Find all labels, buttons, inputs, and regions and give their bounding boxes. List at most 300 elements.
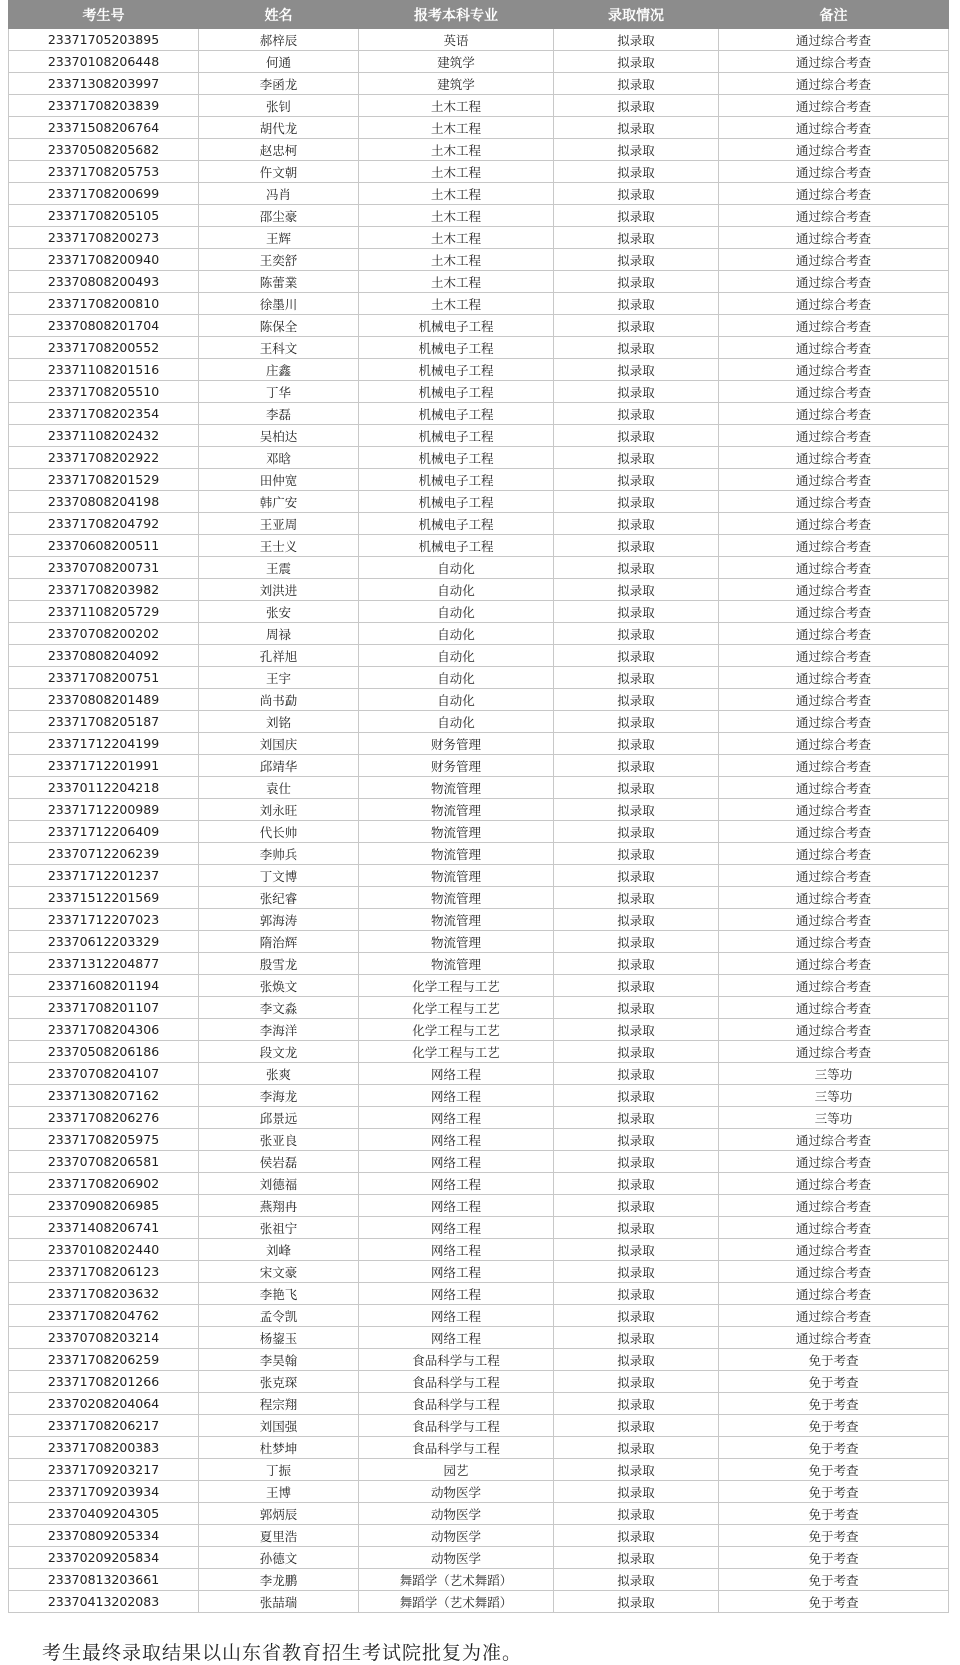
cell-remark: 三等功 (719, 1107, 949, 1129)
table-row (9, 1261, 949, 1283)
cell-exam-id: 23371708206276 (9, 1107, 199, 1129)
table-row (9, 271, 949, 293)
cell-exam-id: 23371708201529 (9, 469, 199, 491)
cell-exam-id: 23370508205682 (9, 139, 199, 161)
cell-major: 网络工程 (359, 1151, 554, 1173)
cell-name: 郭海涛 (199, 909, 359, 931)
cell-name: 丁振 (199, 1459, 359, 1481)
cell-exam-id: 23370808201704 (9, 315, 199, 337)
cell-name: 李函龙 (199, 73, 359, 95)
cell-status: 拟录取 (554, 249, 719, 271)
cell-status: 拟录取 (554, 1305, 719, 1327)
cell-major: 网络工程 (359, 1173, 554, 1195)
cell-name: 张爽 (199, 1063, 359, 1085)
cell-name: 邓晗 (199, 447, 359, 469)
cell-major: 土木工程 (359, 293, 554, 315)
table-row (9, 161, 949, 183)
table-row (9, 205, 949, 227)
table-row (9, 1503, 949, 1525)
cell-status: 拟录取 (554, 733, 719, 755)
cell-name: 胡代龙 (199, 117, 359, 139)
cell-status: 拟录取 (554, 1393, 719, 1415)
cell-name: 孟令凯 (199, 1305, 359, 1327)
cell-exam-id: 23371708203632 (9, 1283, 199, 1305)
cell-name: 陈保全 (199, 315, 359, 337)
cell-name: 王博 (199, 1481, 359, 1503)
cell-status: 拟录取 (554, 1195, 719, 1217)
cell-status: 拟录取 (554, 689, 719, 711)
cell-exam-id: 23370712206239 (9, 843, 199, 865)
cell-exam-id: 23370809205334 (9, 1525, 199, 1547)
cell-status: 拟录取 (554, 1569, 719, 1591)
table-row (9, 623, 949, 645)
table-row (9, 1459, 949, 1481)
table-row (9, 953, 949, 975)
table-row (9, 821, 949, 843)
cell-major: 机械电子工程 (359, 491, 554, 513)
cell-exam-id: 23370413202083 (9, 1591, 199, 1613)
cell-remark: 通过综合考查 (719, 1327, 949, 1349)
cell-status: 拟录取 (554, 183, 719, 205)
cell-exam-id: 23371708200552 (9, 337, 199, 359)
cell-major: 园艺 (359, 1459, 554, 1481)
cell-major: 网络工程 (359, 1195, 554, 1217)
cell-exam-id: 23371712207023 (9, 909, 199, 931)
cell-remark: 通过综合考查 (719, 997, 949, 1019)
cell-exam-id: 23371712201237 (9, 865, 199, 887)
cell-major: 机械电子工程 (359, 381, 554, 403)
cell-remark: 通过综合考查 (719, 469, 949, 491)
table-row (9, 799, 949, 821)
table-row (9, 777, 949, 799)
cell-name: 张纪睿 (199, 887, 359, 909)
cell-status: 拟录取 (554, 865, 719, 887)
cell-name: 王士义 (199, 535, 359, 557)
cell-status: 拟录取 (554, 315, 719, 337)
cell-remark: 通过综合考查 (719, 843, 949, 865)
cell-exam-id: 23371708205975 (9, 1129, 199, 1151)
cell-remark: 三等功 (719, 1063, 949, 1085)
table-header-row (9, 1, 949, 29)
cell-exam-id: 23371708203982 (9, 579, 199, 601)
cell-remark: 通过综合考查 (719, 95, 949, 117)
table-row (9, 1547, 949, 1569)
cell-major: 化学工程与工艺 (359, 975, 554, 997)
cell-name: 王宇 (199, 667, 359, 689)
cell-name: 郭炳辰 (199, 1503, 359, 1525)
cell-remark: 通过综合考查 (719, 711, 949, 733)
cell-name: 孔祥旭 (199, 645, 359, 667)
cell-exam-id: 23371708202354 (9, 403, 199, 425)
cell-name: 孙德文 (199, 1547, 359, 1569)
cell-exam-id: 23371308203997 (9, 73, 199, 95)
cell-name: 王亚周 (199, 513, 359, 535)
cell-exam-id: 23370708200202 (9, 623, 199, 645)
table-row (9, 1327, 949, 1349)
table-row (9, 1151, 949, 1173)
cell-remark: 通过综合考查 (719, 777, 949, 799)
cell-exam-id: 23371608201194 (9, 975, 199, 997)
cell-exam-id: 23371708206259 (9, 1349, 199, 1371)
cell-major: 机械电子工程 (359, 359, 554, 381)
cell-name: 杜梦坤 (199, 1437, 359, 1459)
cell-status: 拟录取 (554, 535, 719, 557)
table-row (9, 1569, 949, 1591)
table-row (9, 29, 949, 51)
cell-remark: 通过综合考查 (719, 1129, 949, 1151)
cell-name: 徐墨川 (199, 293, 359, 315)
cell-exam-id: 23371108205729 (9, 601, 199, 623)
cell-status: 拟录取 (554, 1371, 719, 1393)
cell-exam-id: 23371708200751 (9, 667, 199, 689)
cell-major: 网络工程 (359, 1129, 554, 1151)
cell-major: 自动化 (359, 667, 554, 689)
cell-status: 拟录取 (554, 161, 719, 183)
cell-status: 拟录取 (554, 1019, 719, 1041)
cell-name: 殷雪龙 (199, 953, 359, 975)
cell-status: 拟录取 (554, 227, 719, 249)
cell-name: 代长帅 (199, 821, 359, 843)
cell-remark: 通过综合考查 (719, 205, 949, 227)
cell-status: 拟录取 (554, 777, 719, 799)
header-remark: 备注 (719, 1, 949, 29)
cell-exam-id: 23371708204762 (9, 1305, 199, 1327)
cell-status: 拟录取 (554, 667, 719, 689)
cell-status: 拟录取 (554, 1261, 719, 1283)
table-row (9, 139, 949, 161)
table-row (9, 1107, 949, 1129)
cell-status: 拟录取 (554, 513, 719, 535)
cell-exam-id: 23371108201516 (9, 359, 199, 381)
cell-name: 李艳飞 (199, 1283, 359, 1305)
cell-major: 食品科学与工程 (359, 1371, 554, 1393)
cell-remark: 通过综合考查 (719, 931, 949, 953)
cell-status: 拟录取 (554, 887, 719, 909)
header-exam-id: 考生号 (9, 1, 199, 29)
cell-major: 自动化 (359, 711, 554, 733)
cell-major: 土木工程 (359, 161, 554, 183)
cell-exam-id: 23371708200940 (9, 249, 199, 271)
cell-name: 李磊 (199, 403, 359, 425)
cell-exam-id: 23371708200383 (9, 1437, 199, 1459)
cell-exam-id: 23371708200810 (9, 293, 199, 315)
table-row (9, 645, 949, 667)
cell-remark: 通过综合考查 (719, 1019, 949, 1041)
cell-status: 拟录取 (554, 821, 719, 843)
cell-major: 化学工程与工艺 (359, 1019, 554, 1041)
cell-remark: 通过综合考查 (719, 51, 949, 73)
cell-major: 舞蹈学（艺术舞蹈） (359, 1569, 554, 1591)
table-row (9, 1283, 949, 1305)
cell-status: 拟录取 (554, 953, 719, 975)
cell-exam-id: 23371712204199 (9, 733, 199, 755)
cell-name: 刘峰 (199, 1239, 359, 1261)
cell-major: 土木工程 (359, 117, 554, 139)
cell-remark: 通过综合考查 (719, 425, 949, 447)
cell-name: 程宗翔 (199, 1393, 359, 1415)
cell-exam-id: 23371708201266 (9, 1371, 199, 1393)
cell-status: 拟录取 (554, 403, 719, 425)
cell-status: 拟录取 (554, 1151, 719, 1173)
cell-major: 机械电子工程 (359, 315, 554, 337)
cell-remark: 三等功 (719, 1085, 949, 1107)
cell-major: 物流管理 (359, 777, 554, 799)
cell-remark: 通过综合考查 (719, 1239, 949, 1261)
cell-remark: 通过综合考查 (719, 579, 949, 601)
cell-name: 夏里浩 (199, 1525, 359, 1547)
table-row (9, 667, 949, 689)
cell-remark: 通过综合考查 (719, 117, 949, 139)
cell-major: 财务管理 (359, 733, 554, 755)
cell-exam-id: 23371708205753 (9, 161, 199, 183)
cell-status: 拟录取 (554, 1085, 719, 1107)
table-row (9, 249, 949, 271)
cell-remark: 通过综合考查 (719, 315, 949, 337)
cell-remark: 通过综合考查 (719, 359, 949, 381)
cell-name: 邵尘豪 (199, 205, 359, 227)
table-row (9, 1481, 949, 1503)
cell-status: 拟录取 (554, 1107, 719, 1129)
table-row (9, 491, 949, 513)
cell-name: 侯岩磊 (199, 1151, 359, 1173)
cell-remark: 通过综合考查 (719, 557, 949, 579)
table-row (9, 1437, 949, 1459)
cell-major: 机械电子工程 (359, 425, 554, 447)
cell-major: 英语 (359, 29, 554, 51)
cell-status: 拟录取 (554, 579, 719, 601)
cell-status: 拟录取 (554, 557, 719, 579)
cell-exam-id: 23371508206764 (9, 117, 199, 139)
cell-remark: 通过综合考查 (719, 667, 949, 689)
cell-exam-id: 23370108202440 (9, 1239, 199, 1261)
table-row (9, 315, 949, 337)
cell-status: 拟录取 (554, 1525, 719, 1547)
cell-name: 李龙鹏 (199, 1569, 359, 1591)
cell-status: 拟录取 (554, 447, 719, 469)
cell-major: 网络工程 (359, 1085, 554, 1107)
table-row (9, 909, 949, 931)
table-row (9, 1371, 949, 1393)
cell-name: 邱景远 (199, 1107, 359, 1129)
cell-name: 陈蕾業 (199, 271, 359, 293)
cell-exam-id: 23371312204877 (9, 953, 199, 975)
cell-exam-id: 23371708206123 (9, 1261, 199, 1283)
cell-remark: 通过综合考查 (719, 1305, 949, 1327)
cell-status: 拟录取 (554, 469, 719, 491)
cell-name: 王科文 (199, 337, 359, 359)
cell-major: 食品科学与工程 (359, 1349, 554, 1371)
cell-major: 物流管理 (359, 865, 554, 887)
cell-status: 拟录取 (554, 799, 719, 821)
cell-major: 自动化 (359, 601, 554, 623)
table-row (9, 1415, 949, 1437)
cell-remark: 通过综合考查 (719, 1283, 949, 1305)
cell-major: 食品科学与工程 (359, 1393, 554, 1415)
cell-remark: 通过综合考查 (719, 1217, 949, 1239)
table-row (9, 1393, 949, 1415)
table-row (9, 535, 949, 557)
cell-name: 郝梓辰 (199, 29, 359, 51)
cell-name: 张安 (199, 601, 359, 623)
cell-remark: 通过综合考查 (719, 689, 949, 711)
cell-name: 邱靖华 (199, 755, 359, 777)
cell-name: 庄鑫 (199, 359, 359, 381)
cell-exam-id: 23371708204792 (9, 513, 199, 535)
cell-status: 拟录取 (554, 931, 719, 953)
cell-status: 拟录取 (554, 1239, 719, 1261)
cell-exam-id: 23370708204107 (9, 1063, 199, 1085)
cell-exam-id: 23371712206409 (9, 821, 199, 843)
cell-status: 拟录取 (554, 1349, 719, 1371)
cell-major: 物流管理 (359, 887, 554, 909)
cell-exam-id: 23370813203661 (9, 1569, 199, 1591)
table-row (9, 469, 949, 491)
cell-remark: 免于考查 (719, 1481, 949, 1503)
cell-name: 王奕舒 (199, 249, 359, 271)
cell-remark: 通过综合考查 (719, 513, 949, 535)
cell-major: 食品科学与工程 (359, 1415, 554, 1437)
cell-name: 李帅兵 (199, 843, 359, 865)
cell-exam-id: 23371709203934 (9, 1481, 199, 1503)
cell-status: 拟录取 (554, 1459, 719, 1481)
table-row (9, 1041, 949, 1063)
table-row (9, 447, 949, 469)
cell-status: 拟录取 (554, 1217, 719, 1239)
admission-table (8, 0, 949, 1613)
cell-name: 仵文朝 (199, 161, 359, 183)
cell-exam-id: 23370808204092 (9, 645, 199, 667)
cell-status: 拟录取 (554, 51, 719, 73)
cell-exam-id: 23370608200511 (9, 535, 199, 557)
table-row (9, 579, 949, 601)
cell-name: 段文龙 (199, 1041, 359, 1063)
cell-status: 拟录取 (554, 1283, 719, 1305)
cell-remark: 免于考查 (719, 1547, 949, 1569)
cell-exam-id: 23370808201489 (9, 689, 199, 711)
cell-remark: 通过综合考查 (719, 975, 949, 997)
cell-remark: 通过综合考查 (719, 491, 949, 513)
cell-major: 物流管理 (359, 953, 554, 975)
cell-status: 拟录取 (554, 95, 719, 117)
cell-status: 拟录取 (554, 1129, 719, 1151)
cell-exam-id: 23371705203895 (9, 29, 199, 51)
cell-exam-id: 23370708200731 (9, 557, 199, 579)
cell-name: 丁华 (199, 381, 359, 403)
cell-exam-id: 23370612203329 (9, 931, 199, 953)
cell-remark: 通过综合考查 (719, 381, 949, 403)
table-row (9, 95, 949, 117)
cell-remark: 免于考查 (719, 1503, 949, 1525)
cell-major: 土木工程 (359, 227, 554, 249)
cell-status: 拟录取 (554, 975, 719, 997)
cell-remark: 免于考查 (719, 1415, 949, 1437)
footer-note: 考生最终录取结果以山东省教育招生考试院批复为准。 (42, 1642, 523, 1664)
cell-major: 化学工程与工艺 (359, 1041, 554, 1063)
cell-exam-id: 23371708204306 (9, 1019, 199, 1041)
cell-name: 李昊翰 (199, 1349, 359, 1371)
cell-remark: 通过综合考查 (719, 249, 949, 271)
cell-name: 刘国庆 (199, 733, 359, 755)
table-row (9, 227, 949, 249)
cell-remark: 免于考查 (719, 1525, 949, 1547)
cell-status: 拟录取 (554, 711, 719, 733)
cell-major: 土木工程 (359, 271, 554, 293)
table-row (9, 1305, 949, 1327)
table-row (9, 1217, 949, 1239)
cell-remark: 通过综合考查 (719, 447, 949, 469)
table-row (9, 1085, 949, 1107)
cell-name: 刘洪进 (199, 579, 359, 601)
table-row (9, 337, 949, 359)
cell-name: 赵忠柯 (199, 139, 359, 161)
cell-remark: 通过综合考查 (719, 799, 949, 821)
cell-major: 机械电子工程 (359, 469, 554, 491)
cell-major: 物流管理 (359, 799, 554, 821)
table-row (9, 293, 949, 315)
cell-status: 拟录取 (554, 293, 719, 315)
cell-exam-id: 23370409204305 (9, 1503, 199, 1525)
cell-major: 动物医学 (359, 1547, 554, 1569)
cell-remark: 免于考查 (719, 1393, 949, 1415)
cell-status: 拟录取 (554, 645, 719, 667)
cell-remark: 通过综合考查 (719, 1173, 949, 1195)
cell-exam-id: 23371708203839 (9, 95, 199, 117)
cell-name: 张钊 (199, 95, 359, 117)
cell-major: 机械电子工程 (359, 447, 554, 469)
cell-exam-id: 23371708206217 (9, 1415, 199, 1437)
cell-major: 建筑学 (359, 73, 554, 95)
cell-remark: 通过综合考查 (719, 1195, 949, 1217)
cell-status: 拟录取 (554, 117, 719, 139)
cell-remark: 通过综合考查 (719, 623, 949, 645)
cell-major: 财务管理 (359, 755, 554, 777)
cell-remark: 免于考查 (719, 1459, 949, 1481)
table-row (9, 557, 949, 579)
cell-status: 拟录取 (554, 1415, 719, 1437)
cell-exam-id: 23371108202432 (9, 425, 199, 447)
cell-major: 动物医学 (359, 1525, 554, 1547)
cell-exam-id: 23371708200273 (9, 227, 199, 249)
cell-name: 吴柏达 (199, 425, 359, 447)
table-row (9, 183, 949, 205)
cell-major: 自动化 (359, 557, 554, 579)
cell-status: 拟录取 (554, 205, 719, 227)
table-row (9, 1349, 949, 1371)
cell-exam-id: 23371712200989 (9, 799, 199, 821)
cell-exam-id: 23370808200493 (9, 271, 199, 293)
cell-major: 网络工程 (359, 1107, 554, 1129)
cell-major: 网络工程 (359, 1239, 554, 1261)
cell-major: 机械电子工程 (359, 535, 554, 557)
cell-major: 建筑学 (359, 51, 554, 73)
cell-major: 土木工程 (359, 95, 554, 117)
cell-remark: 免于考查 (719, 1569, 949, 1591)
cell-major: 动物医学 (359, 1503, 554, 1525)
cell-exam-id: 23371709203217 (9, 1459, 199, 1481)
cell-major: 土木工程 (359, 183, 554, 205)
table-row (9, 381, 949, 403)
cell-status: 拟录取 (554, 909, 719, 931)
cell-exam-id: 23370508206186 (9, 1041, 199, 1063)
cell-exam-id: 23371708201107 (9, 997, 199, 1019)
cell-name: 田仲宽 (199, 469, 359, 491)
cell-remark: 通过综合考查 (719, 645, 949, 667)
cell-major: 网络工程 (359, 1063, 554, 1085)
table-row (9, 689, 949, 711)
cell-name: 王震 (199, 557, 359, 579)
cell-status: 拟录取 (554, 623, 719, 645)
cell-major: 机械电子工程 (359, 403, 554, 425)
